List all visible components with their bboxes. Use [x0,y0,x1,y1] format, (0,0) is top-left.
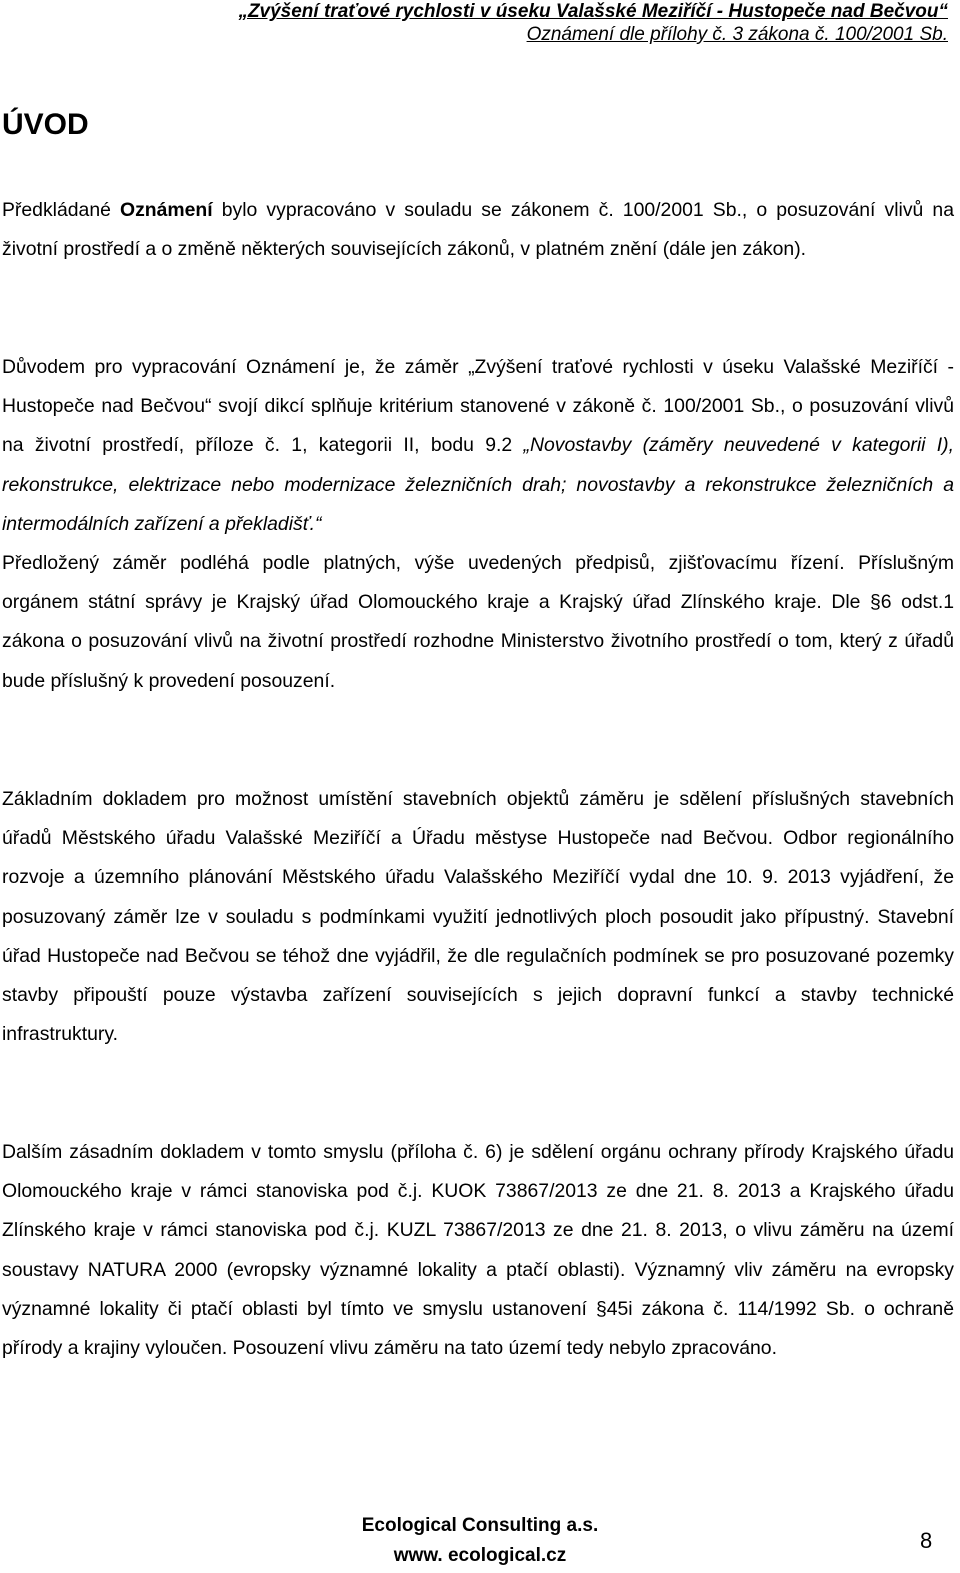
p1-text-end: bylo vypracováno v souladu se zákonem č. 100/2001 Sb., o posuzování vlivů na životní prostředí a o změně některých souvisejících zákonů, v platném znění (dále jen zákon). [2,199,954,261]
p1-bold-term: Oznámení [119,199,213,221]
footer-company: Ecological Consulting a.s. [361,1515,599,1536]
paragraph-reason [2,348,954,701]
document-title: „Zvýšení traťové rychlosti v úseku Valašské Meziříčí - Hustopeče nad Bečvou“ [238,1,948,22]
paragraph-natura: Dalším zásadním dokladem v tomto smyslu (příloha č. 6) je sdělení orgánu ochrany přírody Krajského úřadu Olomouckého kraje v rámci stanoviska pod č.j. KUOK 73867/2013 ze dne 21. 8. 2013 a Krajského úřadu Zlínského kraje v rámci stanoviska pod č.j. KUZL 73867/2013 ze dne 21. 8. 2013, o vlivu záměru na území soustavy NATURA 2000 (evropsky významné lokality a ptačí oblasti). Významný vliv záměru na evropsky významné lokality či ptačí oblasti byl tímto ve smyslu ustanovení §45i zákona č. 114/1992 Sb. o ochraně přírody a krajiny vyloučen. Posouzení vlivu záměru na tato území tedy nebylo zpracováno. [2,1141,954,1360]
p1-text-start: Předkládané [2,199,120,221]
p2-italic-quote: „Novostavby (záměry neuvedené v kategorii I), rekonstrukce, elektrizace nebo modernizace železničních drah; novostavby a rekonstrukce železničních a intermodálních zařízení a překladišť.“ [2,434,954,535]
page-number: 8 [920,1528,933,1553]
document-subtitle: Oznámení dle přílohy č. 3 zákona č. 100/2001 Sb. [526,24,948,45]
paragraph-planning: Základním dokladem pro možnost umístění stavebních objektů záměru je sdělení příslušných stavebních úřadů Městského úřadu Valašské Meziříčí a Úřadu městyse Hustopeče nad Bečvou. Odbor regionálního rozvoje a územního plánování Městského úřadu Valašského Meziříčí vydal dne 10. 9. 2013 vyjádření, že posuzovaný záměr lze v souladu s podmínkami využití jednotlivých ploch posoudit jako přípustný. Stavební úřad Hustopeče nad Bečvou se téhož dne vyjádřil, že dle regulačních podmínek se pro posuzované pozemky stavby připouští pouze výstavba zařízení souvisejících s jejich dopravní funkcí a stavby technické infrastruktury. [2,788,954,1046]
footer-website: www. ecological.cz [393,1545,567,1566]
page-header [0,0,948,46]
p2-text-start: Důvodem pro vypracování Oznámení je, že záměr „Zvýšení traťové rychlosti v úseku Valašské Meziříčí - Hustopeče nad Bečvou“ svojí dikcí splňuje kritérium stanovené v zákoně č. 100/2001 Sb., o posuzování vlivů na životní prostředí, příloze č. 1, kategorii II, bodu 9.2 [2,356,954,457]
p2-text-end: Předložený záměr podléhá podle platných, výše uvedených předpisů, zjišťovacímu řízení. Příslušným orgánem státní správy je Krajský úřad Olomouckého kraje a Krajský úřad Zlínského kraje. Dle §6 odst.1 zákona o posuzování vlivů na životní prostředí rozhodne Ministerstvo životního prostředí o tom, který z úřadů bude příslušný k provedení posouzení. [2,552,954,692]
paragraph-intro [2,191,954,269]
section-heading: ÚVOD [2,108,89,141]
